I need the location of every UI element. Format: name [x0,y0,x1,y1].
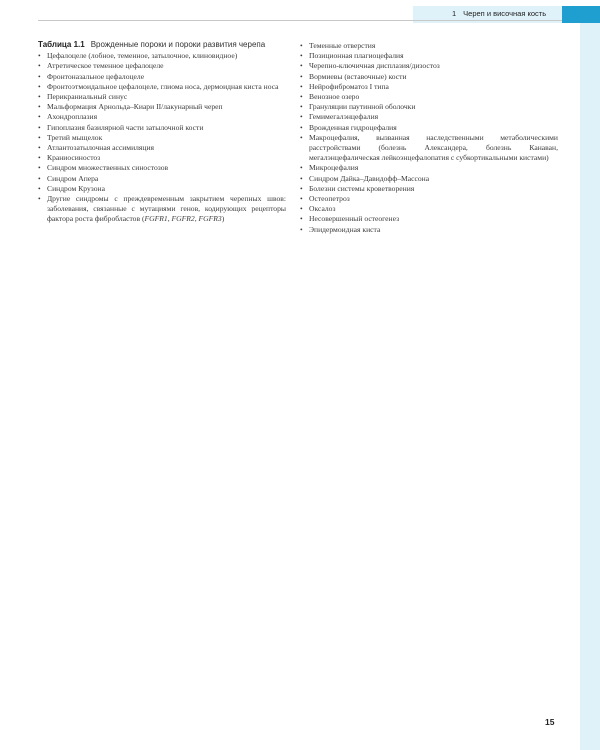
list-item: • Эпидермоидная киста [300,225,558,235]
header-rule [38,20,562,21]
chapter-title: Череп и височная кость [463,9,547,18]
right-column [300,41,558,235]
list-item: • Ахондроплазия [38,112,286,122]
separator: , [167,214,172,224]
list-item: • Краниосиностоз [38,153,286,163]
list-item: • Оксалоз [300,204,558,214]
list-item: • Перикраниальный синус [38,92,286,102]
list-item: • Цефалоцеле (лобное, теменное, затылочное, клиновидное) [38,51,286,61]
list-item: • Синдром Дайка–Давидофф–Массона [300,174,558,184]
list-item: • Несовершенный остеогенез [300,214,558,224]
list-item: • Позиционная плагиоцефалия [300,51,558,61]
list-item: • Теменные отверстия [300,41,558,51]
gene-name: FGFR2 [171,214,195,224]
gene-name: FGFR3 [198,214,222,224]
list-item: • Гипоплазия базилярной части затылочной кости [38,123,286,133]
table-caption [38,40,286,51]
list-item: • Болезни системы кроветворения [300,184,558,194]
list-item: • Микроцефалия [300,163,558,173]
side-margin-band [580,23,600,750]
list-item-fgfr [38,194,286,225]
list-item: • Синдром множественных синостозов [38,163,286,173]
list-item-text: Другие синдромы с преждевременным закрытием черепных швов: заболевания, связанные с мутациями генов, кодирующих рецепторы фактора роста фибробластов ( [47,193,286,224]
page-number: 15 [545,717,555,727]
gene-name: FGFR1 [144,214,168,224]
closing-paren: ) [221,214,225,224]
left-column [38,40,286,225]
list-item: • Синдром Апера [38,174,286,184]
list-item: • Атретическое теменное цефалоцеле [38,61,286,71]
list-item: • Третий мыщелок [38,133,286,143]
list-item: • Врожденная гидроцефалия [300,123,558,133]
list-item: • Нейрофиброматоз I типа [300,82,558,92]
list-item: • Венозное озеро [300,92,558,102]
left-list [38,51,286,224]
list-item: • Атлантозатылочная ассимиляция [38,143,286,153]
running-header [452,9,546,18]
list-item: • Черепно-ключичная дисплазия/дизостоз [300,61,558,71]
list-item: • Фронтоназальное цефалоцеле [38,72,286,82]
table-label: Таблица 1.1 [38,40,85,49]
list-item: • Макроцефалия, вызванная наследственными метаболическими расстройствами (болезнь Александера, болезнь Канаван, мегалэнцефалическая лейкоэнцефалопатия с субкортикальными кистами) [300,133,558,164]
header-accent-bar [562,6,600,23]
list-item: • Вормиевы (вставочные) кости [300,72,558,82]
list-item: • Фронтоэтмоидальное цефалоцеле, глиома носа, дермоидная киста носа [38,82,286,92]
right-list [300,41,558,235]
list-item: • Остеопетроз [300,194,558,204]
separator: , [194,214,199,224]
chapter-number: 1 [452,9,457,18]
list-item: • Синдром Крузона [38,184,286,194]
list-item: • Мальформация Арнольда–Киари II/лакунарный череп [38,102,286,112]
list-item: • Грануляции паутинной оболочки [300,102,558,112]
list-item: • Гемимегалэнцефалия [300,112,558,122]
table-title: Врожденные пороки и пороки развития черепа [90,40,266,49]
